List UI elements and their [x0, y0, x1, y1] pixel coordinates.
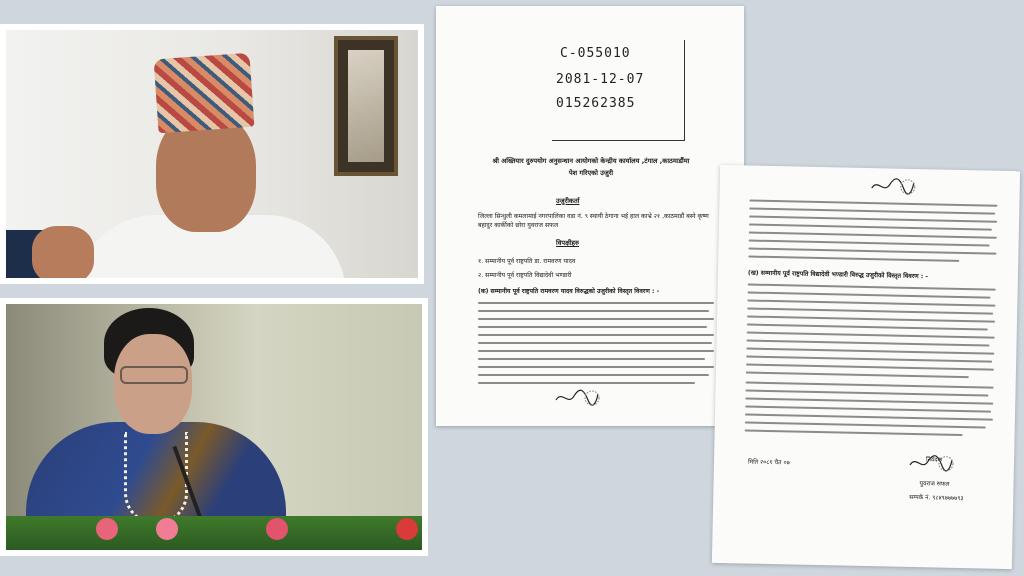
document-title: श्री अख्तियार दुरुपयोग अनुसन्धान आयोगको केन्द्रीय कार्यालय ,टंगाल ,काठमाडौंमा: [492, 157, 690, 165]
section-heading-ka: (क) सम्मानीय पूर्व राष्ट्रपति रामवरण यादव विरुद्धको उजुरीको विस्तृत विवरण : -: [478, 288, 660, 295]
defendant-2: २. सम्मानीय पूर्व राष्ट्रपति विद्यादेवी भण्डारी: [478, 272, 572, 279]
flower-arrangement: [6, 516, 422, 550]
contact-number: सम्पर्क नं. ९८४९७७७७९३: [909, 493, 964, 503]
document-page-2: [712, 165, 1020, 569]
photo-former-president-bhandari: [0, 298, 428, 556]
gesturing-hand: [32, 226, 94, 278]
flower: [266, 518, 288, 540]
date-label: मिति २०८१ चैत ०७: [747, 458, 790, 467]
stamp-line-2: 2081-12-07: [556, 72, 645, 87]
dhaka-topi: [154, 53, 255, 134]
flower: [96, 518, 118, 540]
photo-bottom-image: [6, 304, 422, 550]
defendant-1: १. सम्मानीय पूर्व राष्ट्रपति डा. रामवरण यादव: [478, 258, 576, 265]
signature-top: [870, 174, 916, 197]
continued-text: [748, 200, 997, 269]
complaint-body-text: [478, 302, 714, 390]
photo-top-image: [6, 30, 418, 278]
stamp-line-1: C-055010: [560, 46, 631, 61]
document-page-1: [436, 6, 744, 426]
complainant-text: जिल्ला सिन्धुली कमलामाई नगरपालिका वडा नं. ९ स्थायी ठेगाना भई हाल काभ्रे २१ ,काठमाडौं बस्ने कृष्ण बहादुर कार्कीको छोरा युवराज सफल: [478, 213, 709, 229]
flower: [156, 518, 178, 540]
photo-former-president-yadav: [0, 24, 424, 284]
face: [114, 334, 192, 434]
stamp-line-3: 015262385: [556, 96, 636, 111]
signature: [554, 386, 600, 408]
flower: [396, 518, 418, 540]
complainant-heading: उजुरीकर्ता: [556, 197, 580, 205]
complaint-body-text-2: [746, 284, 996, 385]
wall-painting: [334, 36, 398, 176]
section-heading-kha: (ख) सम्मानीय पूर्व राष्ट्रपति विद्यादेवी भण्डारी विरुद्ध उजुरीको विस्तृत विवरण : -: [747, 269, 929, 281]
glasses: [120, 366, 188, 384]
defendants-heading: विपक्षीहरु: [556, 239, 579, 247]
document-subtitle: पेश गरिएको उजुरी: [568, 169, 614, 177]
request-paragraph: [744, 381, 993, 442]
pearl-necklace: [124, 432, 188, 525]
signer-label: निवेदक: [925, 456, 943, 464]
signer-name: युवराज सफल: [919, 480, 950, 488]
